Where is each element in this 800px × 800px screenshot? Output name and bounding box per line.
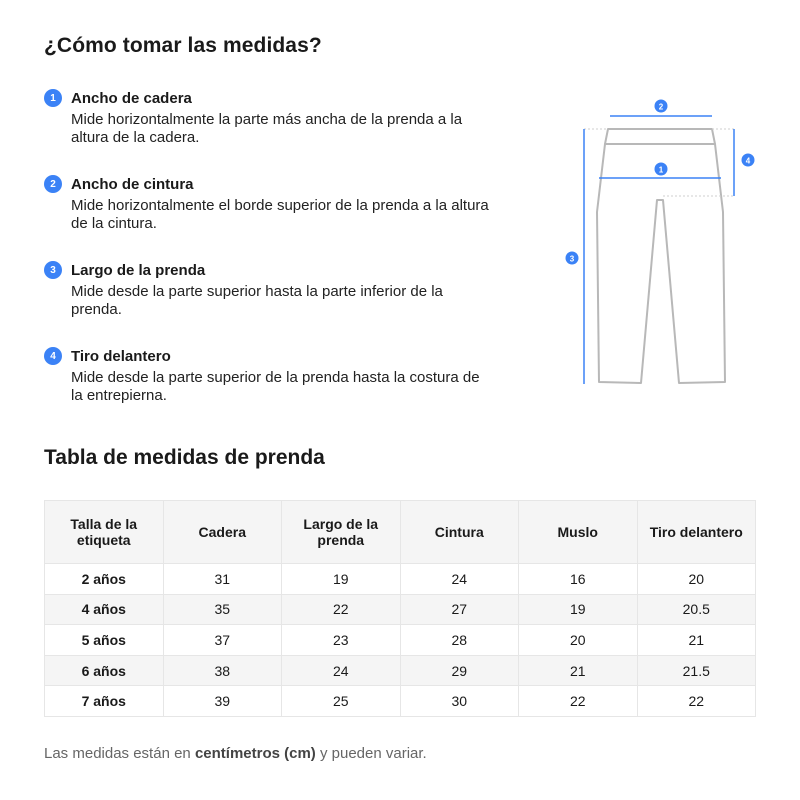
size-label-cell: 2 años: [45, 564, 164, 595]
table-cell: 21.5: [637, 655, 756, 686]
column-header: Cadera: [163, 501, 282, 564]
table-cell: 23: [282, 625, 401, 656]
step-garment-length: [44, 260, 494, 319]
note-units: centímetros (cm): [194, 745, 316, 762]
step-waist-width: [44, 174, 494, 233]
table-cell: 28: [400, 625, 519, 656]
table-row: [45, 594, 756, 625]
table-cell: 20.5: [637, 594, 756, 625]
table-row: [45, 625, 756, 656]
step-number-badge: 4: [44, 347, 62, 365]
table-cell: 22: [519, 686, 638, 717]
column-header: Cintura: [400, 501, 519, 564]
size-table-title: Tabla de medidas de prenda: [44, 446, 325, 469]
step-description: Mide desde la parte superior de la prenda hasta la costura de la entrepierna.: [71, 369, 480, 404]
table-row: [45, 564, 756, 595]
size-label-cell: 7 años: [45, 686, 164, 717]
step-front-rise: [44, 346, 494, 405]
step-description: Mide desde la parte superior hasta la parte inferior de la prenda.: [71, 283, 443, 318]
table-cell: 27: [400, 594, 519, 625]
table-cell: 35: [163, 594, 282, 625]
size-table: [44, 500, 756, 717]
note-prefix: Las medidas están en: [44, 745, 195, 762]
table-cell: 39: [163, 686, 282, 717]
note-suffix: y pueden variar.: [315, 745, 427, 762]
units-note: [44, 745, 427, 762]
marker-4-label: 4: [745, 156, 751, 166]
table-cell: 29: [400, 655, 519, 686]
step-title: Ancho de cintura: [71, 175, 194, 193]
size-label-cell: 5 años: [45, 625, 164, 656]
table-cell: 37: [163, 625, 282, 656]
column-header: Talla de la etiqueta: [45, 501, 164, 564]
size-label-cell: 6 años: [45, 655, 164, 686]
table-cell: 19: [282, 564, 401, 595]
column-header: Muslo: [519, 501, 638, 564]
column-header: Largo de la prenda: [282, 501, 401, 564]
step-title: Ancho de cadera: [71, 89, 192, 107]
measure-guide-title: ¿Cómo tomar las medidas?: [44, 34, 322, 57]
table-cell: 31: [163, 564, 282, 595]
pants-measurement-diagram: [560, 92, 760, 392]
table-cell: 20: [519, 625, 638, 656]
table-cell: 21: [519, 655, 638, 686]
table-cell: 16: [519, 564, 638, 595]
table-cell: 22: [637, 686, 756, 717]
marker-3-label: 3: [569, 254, 575, 264]
step-title: Tiro delantero: [71, 347, 171, 365]
table-cell: 25: [282, 686, 401, 717]
step-description: Mide horizontalmente el borde superior de la prenda a la altura de la cintura.: [71, 197, 489, 232]
table-cell: 38: [163, 655, 282, 686]
step-number-badge: 1: [44, 89, 62, 107]
table-cell: 30: [400, 686, 519, 717]
marker-2-label: 2: [658, 102, 664, 112]
table-cell: 21: [637, 625, 756, 656]
step-hip-width: [44, 88, 494, 147]
table-cell: 19: [519, 594, 638, 625]
table-cell: 20: [637, 564, 756, 595]
table-row: [45, 686, 756, 717]
step-number-badge: 2: [44, 175, 62, 193]
size-label-cell: 4 años: [45, 594, 164, 625]
step-number-badge: 3: [44, 261, 62, 279]
table-header-row: [45, 501, 756, 564]
column-header: Tiro delantero: [637, 501, 756, 564]
table-cell: 24: [400, 564, 519, 595]
step-title: Largo de la prenda: [71, 261, 206, 279]
step-description: Mide horizontalmente la parte más ancha de la prenda a la altura de la cadera.: [71, 111, 463, 146]
table-cell: 22: [282, 594, 401, 625]
marker-1-label: 1: [658, 165, 664, 175]
table-row: [45, 655, 756, 686]
table-cell: 24: [282, 655, 401, 686]
